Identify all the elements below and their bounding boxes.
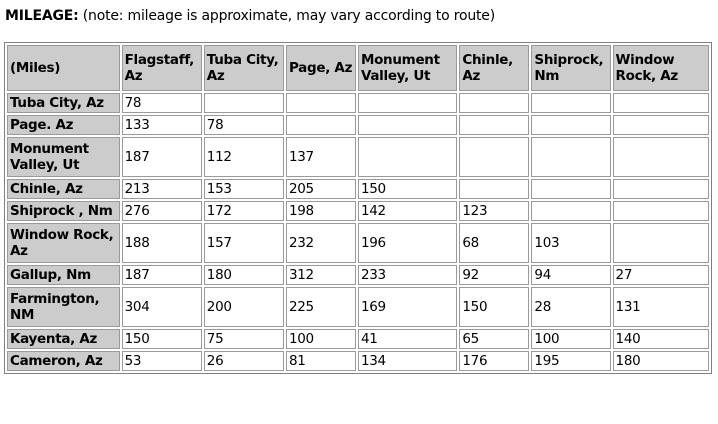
row-header: Page. Az [7, 115, 120, 135]
row-header: Kayenta, Az [7, 329, 120, 349]
table-cell [286, 115, 356, 135]
table-row [7, 265, 709, 285]
table-cell: 276 [122, 201, 202, 221]
table-cell: 180 [613, 351, 709, 371]
table-cell: 140 [613, 329, 709, 349]
table-cell: 233 [358, 265, 457, 285]
table-cell: 41 [358, 329, 457, 349]
table-row [7, 329, 709, 349]
row-header: Tuba City, Az [7, 93, 120, 113]
table-cell: 78 [122, 93, 202, 113]
table-cell: 100 [531, 329, 610, 349]
row-header: Window Rock, Az [7, 223, 120, 263]
table-row [7, 137, 709, 177]
table-cell: 172 [204, 201, 284, 221]
table-cell: 75 [204, 329, 284, 349]
table-row [7, 93, 709, 113]
column-header-monument-valley: Monument Valley, Ut [358, 45, 457, 91]
table-cell [613, 137, 709, 177]
table-cell [531, 201, 610, 221]
table-cell: 200 [204, 287, 284, 327]
table-cell [459, 137, 529, 177]
table-row [7, 287, 709, 327]
table-row [7, 223, 709, 263]
mileage-heading-note: (note: mileage is approximate, may vary according to route) [78, 8, 495, 24]
table-cell: 213 [122, 179, 202, 199]
mileage-heading-label: MILEAGE: [5, 8, 79, 24]
table-cell: 133 [122, 115, 202, 135]
row-header: Cameron, Az [7, 351, 120, 371]
row-header: Monument Valley, Ut [7, 137, 120, 177]
table-cell [204, 93, 284, 113]
table-cell: 205 [286, 179, 356, 199]
table-cell: 188 [122, 223, 202, 263]
table-cell: 150 [122, 329, 202, 349]
table-cell: 180 [204, 265, 284, 285]
table-cell [358, 93, 457, 113]
table-cell [531, 115, 610, 135]
table-row [7, 179, 709, 199]
table-cell: 94 [531, 265, 610, 285]
table-cell: 131 [613, 287, 709, 327]
table-cell [531, 93, 610, 113]
table-cell [613, 201, 709, 221]
column-header-flagstaff: Flagstaff, Az [122, 45, 202, 91]
table-cell [459, 179, 529, 199]
table-cell: 103 [531, 223, 610, 263]
table-cell: 150 [358, 179, 457, 199]
table-cell [358, 115, 457, 135]
table-cell: 53 [122, 351, 202, 371]
column-header-window-rock: Window Rock, Az [613, 45, 709, 91]
table-cell: 81 [286, 351, 356, 371]
table-cell: 195 [531, 351, 610, 371]
corner-header: (Miles) [7, 45, 120, 91]
table-cell [531, 137, 610, 177]
table-cell: 187 [122, 265, 202, 285]
table-cell: 112 [204, 137, 284, 177]
table-cell: 169 [358, 287, 457, 327]
table-cell: 150 [459, 287, 529, 327]
row-header: Gallup, Nm [7, 265, 120, 285]
column-header-tuba-city: Tuba City, Az [204, 45, 284, 91]
table-cell: 196 [358, 223, 457, 263]
table-cell [358, 137, 457, 177]
table-cell: 176 [459, 351, 529, 371]
column-header-chinle: Chinle, Az [459, 45, 529, 91]
table-cell: 26 [204, 351, 284, 371]
table-cell: 137 [286, 137, 356, 177]
mileage-heading [5, 6, 495, 26]
row-header: Chinle, Az [7, 179, 120, 199]
table-cell: 142 [358, 201, 457, 221]
table-cell [613, 223, 709, 263]
table-cell: 304 [122, 287, 202, 327]
table-row [7, 201, 709, 221]
column-header-page: Page, Az [286, 45, 356, 91]
table-cell: 123 [459, 201, 529, 221]
mileage-table [4, 42, 712, 374]
table-cell [459, 115, 529, 135]
table-cell [286, 93, 356, 113]
table-cell [531, 179, 610, 199]
table-cell: 225 [286, 287, 356, 327]
table-row [7, 351, 709, 371]
table-header-row [7, 45, 709, 91]
table-cell [613, 93, 709, 113]
table-cell [613, 115, 709, 135]
table-cell: 68 [459, 223, 529, 263]
table-cell: 78 [204, 115, 284, 135]
table-cell: 134 [358, 351, 457, 371]
table-cell: 187 [122, 137, 202, 177]
row-header: Farmington, NM [7, 287, 120, 327]
table-cell: 157 [204, 223, 284, 263]
table-cell: 28 [531, 287, 610, 327]
table-cell: 92 [459, 265, 529, 285]
table-row [7, 115, 709, 135]
table-cell: 153 [204, 179, 284, 199]
table-cell: 312 [286, 265, 356, 285]
column-header-shiprock: Shiprock, Nm [531, 45, 610, 91]
table-cell [459, 93, 529, 113]
table-cell: 100 [286, 329, 356, 349]
table-cell: 27 [613, 265, 709, 285]
row-header: Shiprock , Nm [7, 201, 120, 221]
table-cell: 65 [459, 329, 529, 349]
table-cell [613, 179, 709, 199]
table-cell: 232 [286, 223, 356, 263]
table-cell: 198 [286, 201, 356, 221]
